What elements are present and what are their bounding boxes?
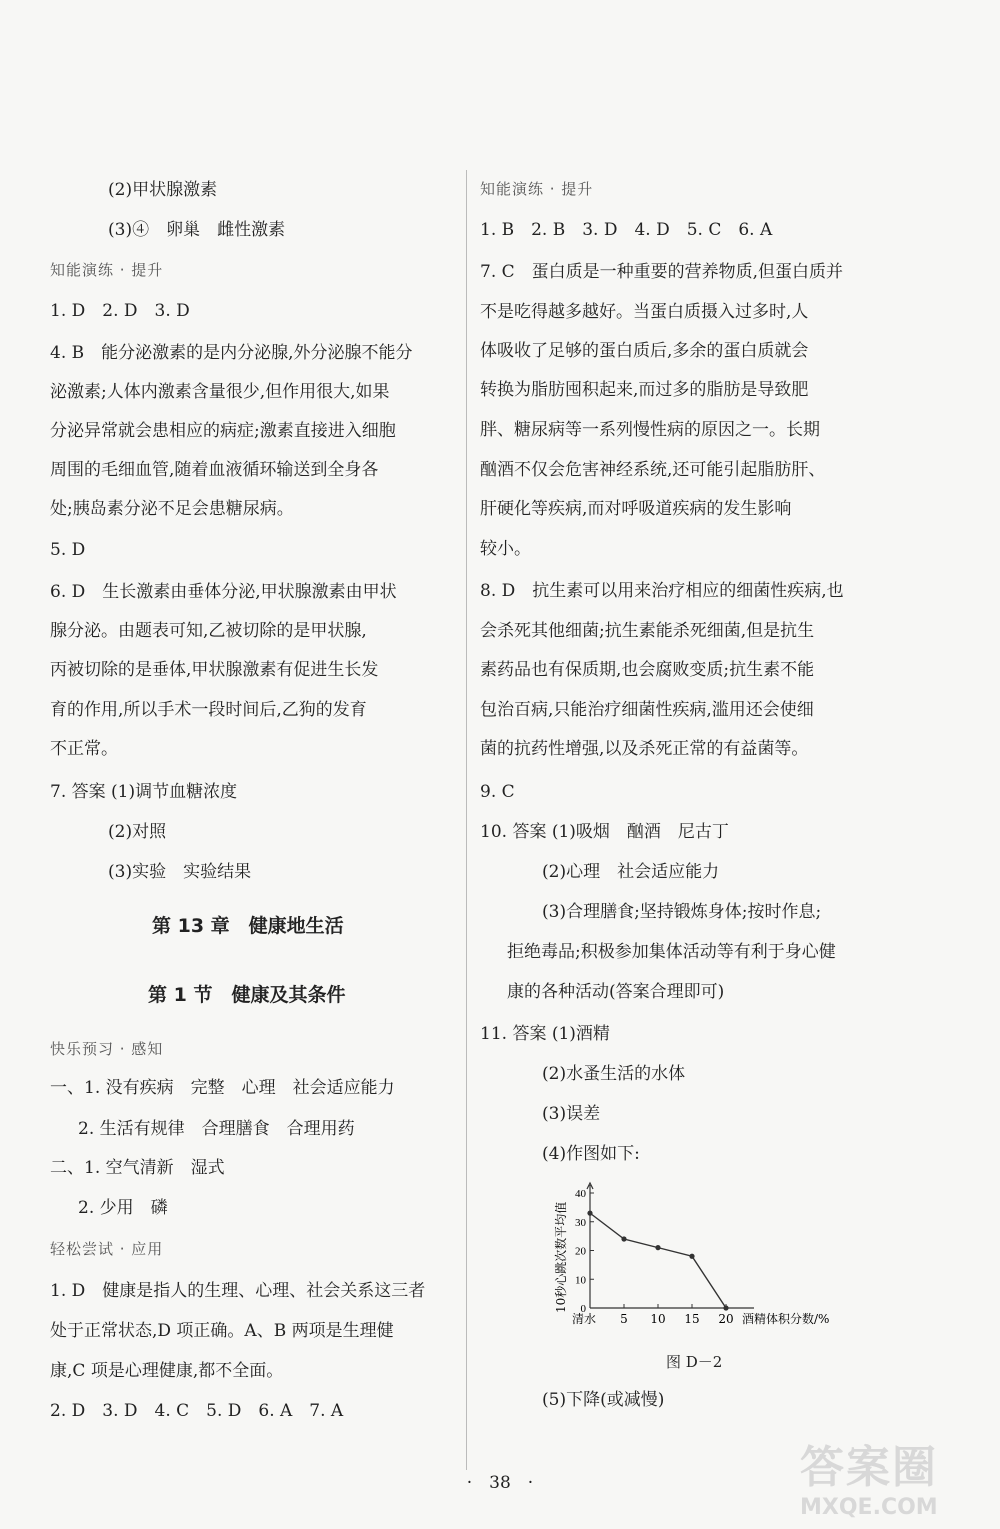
answer-line: 7. C 蛋白质是一种重要的营养物质,但蛋白质并 — [480, 262, 844, 282]
answer-line: 7. 答案 (1)调节血糖浓度 — [50, 782, 238, 802]
data-point — [723, 1305, 728, 1310]
x-axis-label: 酒精体积分数/% — [742, 1312, 830, 1326]
answer-line: 会杀死其他细菌;抗生素能杀死细菌,但是抗生 — [480, 621, 815, 641]
answer-line: 腺分泌。由题表可知,乙被切除的是甲状腺, — [50, 621, 367, 641]
data-point — [587, 1211, 592, 1216]
answer-line: 不是吃得越多越好。当蛋白质摄入过多时,人 — [480, 302, 809, 322]
answer-line: 包治百病,只能治疗细菌性疾病,滥用还会使细 — [480, 700, 814, 720]
answer-line: 二、1. 空气清新 湿式 — [50, 1158, 225, 1178]
y-tick-label: 30 — [575, 1216, 586, 1229]
section-heading: 知能演练 · 提升 — [480, 180, 594, 198]
answer-line: 1. D 健康是指人的生理、心理、社会关系这三者 — [50, 1281, 426, 1301]
answer-line: (2)水蚤生活的水体 — [542, 1064, 686, 1084]
answer-line: 酗酒不仅会危害神经系统,还可能引起脂肪肝、 — [480, 460, 826, 480]
page-number: · 38 · — [466, 1473, 534, 1493]
answer-line: 转换为脂肪囤积起来,而过多的脂肪是导致肥 — [480, 380, 809, 400]
answer-line: 一、1. 没有疾病 完整 心理 社会适应能力 — [50, 1078, 395, 1098]
x-tick-label: 20 — [718, 1312, 734, 1326]
y-tick-label: 0 — [580, 1303, 586, 1315]
answer-line: 育的作用,所以手术一段时间后,乙狗的发育 — [50, 700, 367, 720]
answer-line: 泌激素;人体内激素含量很少,但作用很大,如果 — [50, 382, 390, 402]
answer-line: 4. B 能分泌激素的是内分泌腺,外分泌腺不能分 — [50, 343, 413, 363]
heart-rate-chart — [545, 1178, 885, 1348]
answer-line: 2. 生活有规律 合理膳食 合理用药 — [78, 1119, 355, 1139]
answer-line: 分泌异常就会患相应的病症;激素直接进入细胞 — [50, 421, 396, 441]
answer-line: 不正常。 — [50, 739, 118, 759]
answer-line: 胖、糖尿病等一系列慢性病的原因之一。长期 — [480, 420, 820, 440]
answer-line: (3)误差 — [542, 1104, 601, 1124]
answer-line: (4)作图如下: — [542, 1144, 640, 1164]
answer-line: (3)合理膳食;坚持锻炼身体;按时作息; — [542, 902, 822, 922]
x-tick-label: 清水 — [571, 1312, 597, 1326]
section-heading: 快乐预习 · 感知 — [50, 1040, 164, 1058]
y-tick-label: 20 — [575, 1245, 586, 1258]
answer-line: 菌的抗药性增强,以及杀死正常的有益菌等。 — [480, 739, 809, 759]
watermark-logo: 答案圈 MXQE.COM — [800, 1442, 938, 1520]
series-line — [590, 1213, 726, 1308]
answer-line: 5. D — [50, 540, 86, 560]
section-title: 第 1 节 健康及其条件 — [148, 984, 346, 1006]
answer-line: 素药品也有保质期,也会腐败变质;抗生素不能 — [480, 660, 815, 680]
answer-line: 丙被切除的是垂体,甲状腺激素有促进生长发 — [50, 660, 379, 680]
answer-line: 处;胰岛素分泌不足会患糖尿病。 — [50, 499, 294, 519]
data-point — [621, 1236, 626, 1241]
answer-line: (3)④ 卵巢 雌性激素 — [108, 220, 286, 240]
answer-line: (2)甲状腺激素 — [108, 180, 218, 200]
data-point — [655, 1245, 660, 1250]
answer-line: 10. 答案 (1)吸烟 酗酒 尼古丁 — [480, 822, 729, 842]
x-tick-label: 5 — [620, 1312, 628, 1326]
column-divider — [466, 170, 467, 1470]
y-tick-label: 10 — [575, 1274, 586, 1287]
answer-line: 康,C 项是心理健康,都不全面。 — [50, 1361, 284, 1381]
answer-line: (2)对照 — [108, 822, 167, 842]
data-point — [689, 1254, 694, 1259]
figure-caption: 图 D－2 — [666, 1353, 723, 1371]
answer-line: 2. 少用 磷 — [78, 1198, 168, 1218]
y-tick-label: 40 — [575, 1188, 586, 1200]
answer-line: 体吸收了足够的蛋白质后,多余的蛋白质就会 — [480, 341, 809, 361]
x-tick-label: 10 — [650, 1312, 666, 1326]
section-heading: 知能演练 · 提升 — [50, 261, 164, 279]
answer-line: 2. D 3. D 4. C 5. D 6. A 7. A — [50, 1401, 344, 1421]
answer-line: 康的各种活动(答案合理即可) — [507, 982, 725, 1002]
answer-line: 9. C — [480, 782, 515, 802]
y-axis-label: 10秒心跳次数平均值 — [554, 1201, 568, 1313]
x-tick-label: 15 — [684, 1312, 700, 1326]
answer-line: (2)心理 社会适应能力 — [542, 862, 720, 882]
answer-line: 8. D 抗生素可以用来治疗相应的细菌性疾病,也 — [480, 581, 844, 601]
answer-line: 处于正常状态,D 项正确。A、B 两项是生理健 — [50, 1321, 394, 1341]
answer-line: 11. 答案 (1)酒精 — [480, 1024, 610, 1044]
section-heading: 轻松尝试 · 应用 — [50, 1240, 164, 1258]
chapter-title: 第 13 章 健康地生活 — [152, 915, 344, 937]
answer-line: 肝硬化等疾病,而对呼吸道疾病的发生影响 — [480, 499, 792, 519]
answer-line: 1. B 2. B 3. D 4. D 5. C 6. A — [480, 220, 773, 240]
answer-line: 1. D 2. D 3. D — [50, 301, 190, 321]
answer-line: 较小。 — [480, 539, 531, 559]
answer-line: (5)下降(或减慢) — [542, 1390, 665, 1410]
answer-line: (3)实验 实验结果 — [108, 862, 252, 882]
answer-line: 拒绝毒品;积极参加集体活动等有利于身心健 — [507, 942, 836, 962]
answer-line: 6. D 生长激素由垂体分泌,甲状腺激素由甲状 — [50, 582, 397, 602]
answer-line: 周围的毛细血管,随着血液循环输送到全身各 — [50, 460, 379, 480]
